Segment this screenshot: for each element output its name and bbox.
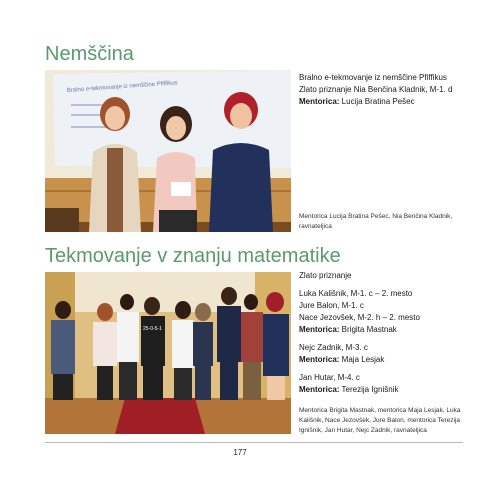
mentor-label: Mentorica: bbox=[299, 355, 340, 364]
mentor-label: Mentorica: bbox=[299, 385, 340, 394]
mentor-name: Brigita Mastnak bbox=[339, 325, 397, 334]
math-mentor-1 bbox=[299, 324, 461, 336]
german-photo-caption: Mentorica Lucija Bratina Pešec, Nia Benčina Kladnik, ravnateljica bbox=[299, 213, 453, 230]
photo-german-illustration bbox=[45, 70, 291, 232]
section-title-german: Nemščina bbox=[45, 43, 134, 65]
math-student-4: Nejc Zadnik, M-3. c bbox=[299, 343, 368, 352]
math-student-2: Jure Balon, M-1. c bbox=[299, 301, 364, 310]
math-mentor-3 bbox=[299, 384, 461, 396]
german-award-details bbox=[299, 72, 461, 114]
math-award-title: Zlato priznanje bbox=[299, 271, 352, 280]
footer-divider bbox=[45, 442, 463, 443]
section-title-math: Tekmovanje v znanju matematike bbox=[45, 245, 341, 267]
math-photo-caption: Mentorica Brigita Mastnak, mentorica Maja Lesjak, Luka Kališnik, Nace Jezovšek, Jure Balon, mentorica Terezija Ignišnik, Jan Hutar, Nejc Zadnik, ravnateljica bbox=[299, 407, 461, 434]
german-competition-name: Bralno e-tekmovanje iz nemščine Pfiffikus bbox=[299, 73, 447, 82]
math-student-3: Nace Jezovšek, M-2. h – 2. mesto bbox=[299, 313, 420, 322]
photo-math-illustration bbox=[45, 272, 291, 434]
german-mentor-line bbox=[299, 96, 461, 108]
math-student-5: Jan Hutar, M-4. c bbox=[299, 373, 360, 382]
german-award-text: Zlato priznanje Nia Benčina Kladnik, M-1. d bbox=[299, 85, 453, 94]
mentor-name: Maja Lesjak bbox=[339, 355, 385, 364]
photo-math-award bbox=[45, 272, 291, 434]
math-mentor-2 bbox=[299, 354, 461, 366]
mentor-label: Mentorica: bbox=[299, 325, 340, 334]
shirt-text: 25-0-5-1 bbox=[143, 326, 162, 332]
mentor-name: Lucija Bratina Pešec bbox=[339, 97, 415, 106]
photo-german-award bbox=[45, 70, 291, 232]
math-group1 bbox=[299, 288, 461, 324]
math-award-details bbox=[299, 270, 461, 402]
screen-text: Bralno e-tekmovanje iz nemščine Pfiffikus bbox=[66, 80, 178, 94]
page-number: 177 bbox=[233, 448, 247, 457]
mentor-name: Terezija Ignišnik bbox=[339, 385, 399, 394]
mentor-label: Mentorica: bbox=[299, 97, 340, 106]
math-student-1: Luka Kališnik, M-1. c – 2. mesto bbox=[299, 289, 413, 298]
